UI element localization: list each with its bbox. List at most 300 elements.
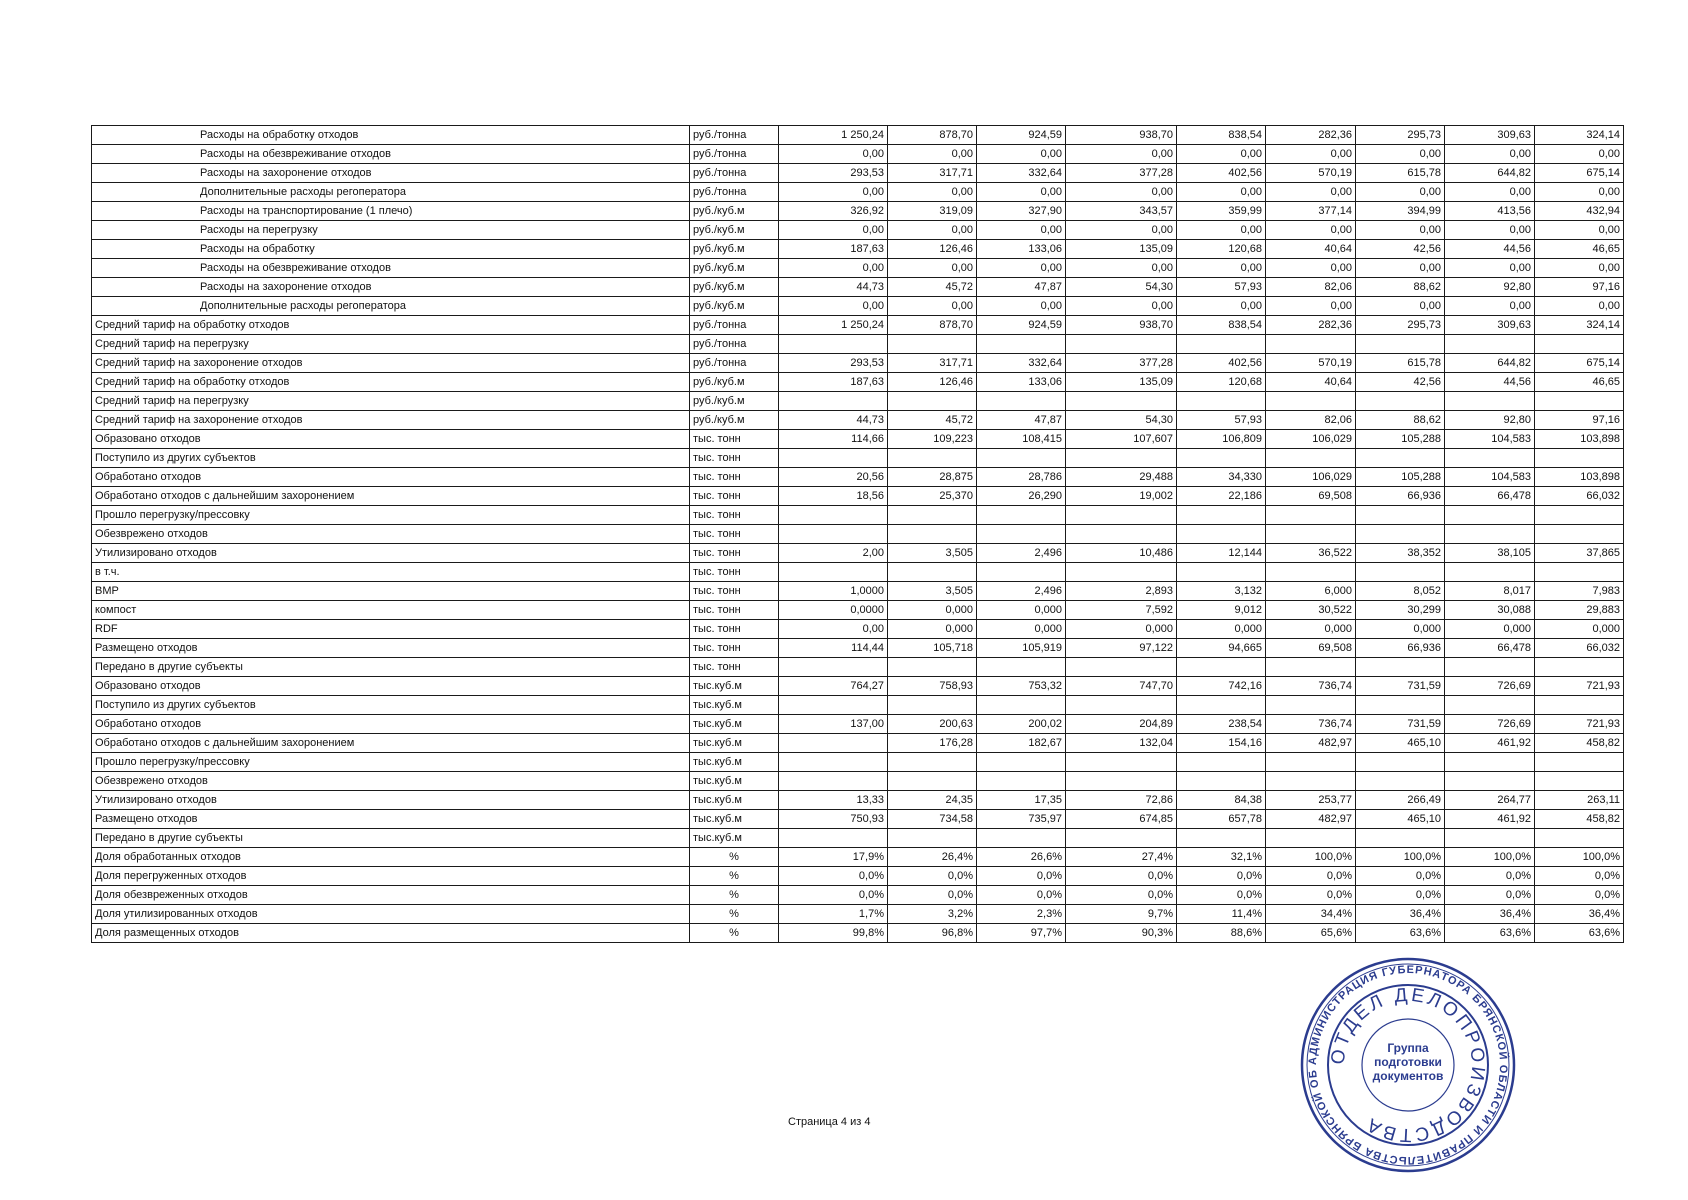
value-cell: 2,3%	[977, 905, 1066, 924]
value-cell: 377,14	[1266, 202, 1356, 221]
value-cell	[1356, 658, 1445, 677]
value-cell: 103,898	[1535, 430, 1624, 449]
value-cell: 0,00	[1356, 221, 1445, 240]
row-unit: тыс. тонн	[690, 430, 779, 449]
row-unit: тыс.куб.м	[690, 772, 779, 791]
table-row	[92, 202, 1624, 221]
value-cell: 0,00	[1066, 221, 1177, 240]
value-cell: 0,0%	[977, 886, 1066, 905]
row-label: Обработано отходов с дальнейшим захоронением	[92, 487, 690, 506]
value-cell	[977, 525, 1066, 544]
value-cell: 97,16	[1535, 411, 1624, 430]
value-cell	[1266, 525, 1356, 544]
value-cell: 120,68	[1177, 373, 1266, 392]
row-label: Расходы на обработку	[92, 240, 690, 259]
value-cell: 109,223	[888, 430, 977, 449]
value-cell: 482,97	[1266, 734, 1356, 753]
value-cell: 675,14	[1535, 354, 1624, 373]
value-cell	[977, 563, 1066, 582]
row-unit: тыс. тонн	[690, 658, 779, 677]
table-row	[92, 392, 1624, 411]
value-cell: 54,30	[1066, 411, 1177, 430]
value-cell	[888, 658, 977, 677]
row-label: Доля перегруженных отходов	[92, 867, 690, 886]
value-cell: 104,583	[1445, 468, 1535, 487]
row-label: Образовано отходов	[92, 430, 690, 449]
value-cell	[1445, 449, 1535, 468]
value-cell	[977, 696, 1066, 715]
value-cell: 97,7%	[977, 924, 1066, 943]
value-cell: 721,93	[1535, 677, 1624, 696]
value-cell: 0,00	[779, 297, 888, 316]
value-cell: 377,28	[1066, 354, 1177, 373]
row-label: Поступило из других субъектов	[92, 696, 690, 715]
value-cell: 938,70	[1066, 316, 1177, 335]
row-unit: руб./тонна	[690, 164, 779, 183]
value-cell: 66,936	[1356, 639, 1445, 658]
row-label: Размещено отходов	[92, 639, 690, 658]
value-cell	[779, 335, 888, 354]
row-unit: руб./тонна	[690, 335, 779, 354]
value-cell: 458,82	[1535, 810, 1624, 829]
table-row	[92, 525, 1624, 544]
value-cell: 44,56	[1445, 240, 1535, 259]
value-cell: 0,00	[779, 183, 888, 202]
value-cell: 238,54	[1177, 715, 1266, 734]
value-cell: 0,00	[779, 620, 888, 639]
row-label: в т.ч.	[92, 563, 690, 582]
row-unit: руб./тонна	[690, 126, 779, 145]
row-label: Расходы на захоронение отходов	[92, 278, 690, 297]
value-cell: 106,029	[1266, 468, 1356, 487]
value-cell	[779, 829, 888, 848]
value-cell: 0,00	[1266, 145, 1356, 164]
value-cell: 0,0%	[888, 886, 977, 905]
table-row	[92, 373, 1624, 392]
row-label: Расходы на захоронение отходов	[92, 164, 690, 183]
value-cell	[1177, 335, 1266, 354]
value-cell	[1066, 696, 1177, 715]
value-cell: 3,505	[888, 582, 977, 601]
value-cell: 107,607	[1066, 430, 1177, 449]
value-cell: 34,330	[1177, 468, 1266, 487]
value-cell: 0,0%	[1266, 867, 1356, 886]
row-unit: %	[690, 924, 779, 943]
value-cell: 0,00	[977, 297, 1066, 316]
value-cell: 20,56	[779, 468, 888, 487]
row-label: Обезврежено отходов	[92, 525, 690, 544]
value-cell: 100,0%	[1445, 848, 1535, 867]
table-row	[92, 639, 1624, 658]
value-cell: 69,508	[1266, 639, 1356, 658]
value-cell	[779, 392, 888, 411]
value-cell: 126,46	[888, 373, 977, 392]
value-cell: 838,54	[1177, 316, 1266, 335]
value-cell: 327,90	[977, 202, 1066, 221]
value-cell: 0,000	[1535, 620, 1624, 639]
value-cell: 88,62	[1356, 278, 1445, 297]
value-cell: 28,875	[888, 468, 977, 487]
value-cell	[977, 658, 1066, 677]
value-cell: 133,06	[977, 240, 1066, 259]
value-cell: 736,74	[1266, 715, 1356, 734]
value-cell: 309,63	[1445, 126, 1535, 145]
value-cell: 332,64	[977, 354, 1066, 373]
value-cell	[888, 525, 977, 544]
row-unit: руб./тонна	[690, 145, 779, 164]
value-cell	[1177, 506, 1266, 525]
value-cell: 57,93	[1177, 411, 1266, 430]
value-cell	[977, 449, 1066, 468]
value-cell: 0,000	[977, 601, 1066, 620]
value-cell: 264,77	[1445, 791, 1535, 810]
value-cell: 764,27	[779, 677, 888, 696]
value-cell	[1356, 753, 1445, 772]
value-cell: 44,73	[779, 278, 888, 297]
value-cell: 0,0%	[888, 867, 977, 886]
row-unit: руб./куб.м	[690, 411, 779, 430]
row-label: Расходы на обезвреживание отходов	[92, 259, 690, 278]
official-seal	[1298, 955, 1518, 1175]
value-cell	[1177, 449, 1266, 468]
table-row	[92, 734, 1624, 753]
row-label: Размещено отходов	[92, 810, 690, 829]
row-unit: тыс.куб.м	[690, 810, 779, 829]
table-row	[92, 582, 1624, 601]
value-cell: 0,0%	[1066, 867, 1177, 886]
value-cell	[1356, 335, 1445, 354]
value-cell: 924,59	[977, 316, 1066, 335]
row-label: ВМР	[92, 582, 690, 601]
table-row	[92, 563, 1624, 582]
value-cell	[1535, 335, 1624, 354]
value-cell: 45,72	[888, 411, 977, 430]
table-row	[92, 753, 1624, 772]
row-unit: руб./тонна	[690, 183, 779, 202]
document-sheet	[91, 125, 1624, 943]
value-cell: 114,44	[779, 639, 888, 658]
value-cell: 0,0%	[1535, 867, 1624, 886]
value-cell: 135,09	[1066, 373, 1177, 392]
value-cell: 0,00	[1445, 259, 1535, 278]
row-unit: тыс. тонн	[690, 506, 779, 525]
row-unit: тыс. тонн	[690, 525, 779, 544]
value-cell: 105,919	[977, 639, 1066, 658]
value-cell	[977, 753, 1066, 772]
value-cell	[779, 734, 888, 753]
value-cell: 253,77	[1266, 791, 1356, 810]
value-cell	[1356, 449, 1445, 468]
row-unit: руб./куб.м	[690, 221, 779, 240]
value-cell: 94,665	[1177, 639, 1266, 658]
seal-center-text: Группа подготовки документов	[1372, 1041, 1444, 1083]
value-cell	[1445, 658, 1535, 677]
value-cell	[1535, 829, 1624, 848]
row-unit: %	[690, 905, 779, 924]
value-cell: 26,4%	[888, 848, 977, 867]
table-row	[92, 658, 1624, 677]
value-cell: 105,718	[888, 639, 977, 658]
value-cell: 282,36	[1266, 316, 1356, 335]
value-cell: 644,82	[1445, 164, 1535, 183]
value-cell: 0,00	[1266, 183, 1356, 202]
value-cell: 0,00	[977, 183, 1066, 202]
value-cell	[1445, 753, 1535, 772]
row-label: Доля обезвреженных отходов	[92, 886, 690, 905]
table-row	[92, 278, 1624, 297]
value-cell: 24,35	[888, 791, 977, 810]
value-cell: 82,06	[1266, 411, 1356, 430]
value-cell: 204,89	[1066, 715, 1177, 734]
value-cell: 200,63	[888, 715, 977, 734]
value-cell: 99,8%	[779, 924, 888, 943]
row-label: Средний тариф на захоронение отходов	[92, 354, 690, 373]
value-cell: 66,478	[1445, 487, 1535, 506]
value-cell: 295,73	[1356, 126, 1445, 145]
row-unit: тыс.куб.м	[690, 734, 779, 753]
row-unit: руб./куб.м	[690, 259, 779, 278]
value-cell: 750,93	[779, 810, 888, 829]
table-row	[92, 810, 1624, 829]
value-cell	[1266, 658, 1356, 677]
table-row	[92, 620, 1624, 639]
value-cell: 2,496	[977, 582, 1066, 601]
value-cell: 0,00	[977, 221, 1066, 240]
value-cell	[1066, 753, 1177, 772]
value-cell: 0,00	[1177, 183, 1266, 202]
seal-ring-text: ОТДЕЛ ДЕЛОПРОИЗВОДСТВА	[1327, 984, 1489, 1146]
table-row	[92, 221, 1624, 240]
value-cell: 92,80	[1445, 411, 1535, 430]
table-row	[92, 715, 1624, 734]
table-row	[92, 924, 1624, 943]
value-cell	[1266, 563, 1356, 582]
value-cell: 734,58	[888, 810, 977, 829]
value-cell: 317,71	[888, 354, 977, 373]
value-cell: 7,592	[1066, 601, 1177, 620]
value-cell	[1177, 525, 1266, 544]
value-cell: 182,67	[977, 734, 1066, 753]
value-cell	[1356, 392, 1445, 411]
value-cell: 0,00	[1266, 259, 1356, 278]
value-cell: 0,00	[977, 259, 1066, 278]
value-cell: 0,000	[888, 620, 977, 639]
value-cell: 40,64	[1266, 240, 1356, 259]
value-cell: 3,132	[1177, 582, 1266, 601]
value-cell: 42,56	[1356, 373, 1445, 392]
row-label: Расходы на транспортирование (1 плечо)	[92, 202, 690, 221]
table-row	[92, 905, 1624, 924]
value-cell	[1177, 696, 1266, 715]
value-cell: 32,1%	[1177, 848, 1266, 867]
value-cell: 106,809	[1177, 430, 1266, 449]
value-cell	[1177, 658, 1266, 677]
value-cell	[1535, 506, 1624, 525]
value-cell: 47,87	[977, 411, 1066, 430]
table-row	[92, 183, 1624, 202]
value-cell: 126,46	[888, 240, 977, 259]
row-unit: тыс. тонн	[690, 468, 779, 487]
value-cell: 432,94	[1535, 202, 1624, 221]
value-cell: 324,14	[1535, 126, 1624, 145]
value-cell	[1266, 829, 1356, 848]
value-cell: 0,00	[1535, 259, 1624, 278]
value-cell: 40,64	[1266, 373, 1356, 392]
value-cell: 402,56	[1177, 354, 1266, 373]
value-cell: 100,0%	[1535, 848, 1624, 867]
value-cell: 0,000	[977, 620, 1066, 639]
value-cell	[1066, 525, 1177, 544]
row-label: Дополнительные расходы регоператора	[92, 183, 690, 202]
value-cell: 309,63	[1445, 316, 1535, 335]
value-cell	[888, 563, 977, 582]
value-cell	[1266, 449, 1356, 468]
value-cell	[888, 696, 977, 715]
value-cell	[1445, 563, 1535, 582]
value-cell: 0,0%	[1066, 886, 1177, 905]
value-cell: 742,16	[1177, 677, 1266, 696]
row-label: Передано в другие субъекты	[92, 829, 690, 848]
value-cell: 105,288	[1356, 430, 1445, 449]
value-cell	[1066, 335, 1177, 354]
row-unit: руб./куб.м	[690, 373, 779, 392]
value-cell: 878,70	[888, 126, 977, 145]
table-row	[92, 487, 1624, 506]
value-cell: 343,57	[1066, 202, 1177, 221]
value-cell: 0,00	[977, 145, 1066, 164]
value-cell: 0,000	[1266, 620, 1356, 639]
value-cell: 263,11	[1535, 791, 1624, 810]
table-row	[92, 354, 1624, 373]
table-row	[92, 449, 1624, 468]
value-cell	[977, 335, 1066, 354]
value-cell: 838,54	[1177, 126, 1266, 145]
value-cell: 47,87	[977, 278, 1066, 297]
value-cell	[1266, 392, 1356, 411]
value-cell	[1445, 772, 1535, 791]
value-cell: 66,936	[1356, 487, 1445, 506]
row-label: Утилизировано отходов	[92, 791, 690, 810]
table-row	[92, 297, 1624, 316]
value-cell: 84,38	[1177, 791, 1266, 810]
value-cell	[1535, 563, 1624, 582]
value-cell: 482,97	[1266, 810, 1356, 829]
value-cell: 3,505	[888, 544, 977, 563]
value-cell: 0,0%	[1535, 886, 1624, 905]
row-label: RDF	[92, 620, 690, 639]
value-cell: 46,65	[1535, 240, 1624, 259]
value-cell	[888, 506, 977, 525]
value-cell	[1445, 829, 1535, 848]
row-unit: руб./тонна	[690, 354, 779, 373]
value-cell: 0,00	[779, 221, 888, 240]
value-cell	[1356, 696, 1445, 715]
value-cell	[1356, 525, 1445, 544]
value-cell: 38,352	[1356, 544, 1445, 563]
value-cell	[1177, 772, 1266, 791]
table-row	[92, 164, 1624, 183]
row-unit: руб./куб.м	[690, 297, 779, 316]
table-row	[92, 335, 1624, 354]
value-cell: 36,4%	[1445, 905, 1535, 924]
value-cell: 13,33	[779, 791, 888, 810]
value-cell: 317,71	[888, 164, 977, 183]
value-cell: 200,02	[977, 715, 1066, 734]
value-cell: 570,19	[1266, 354, 1356, 373]
value-cell: 293,53	[779, 354, 888, 373]
value-cell	[779, 525, 888, 544]
value-cell: 0,00	[1177, 221, 1266, 240]
table-row	[92, 696, 1624, 715]
row-label: Доля обработанных отходов	[92, 848, 690, 867]
value-cell: 0,00	[1266, 297, 1356, 316]
value-cell: 30,522	[1266, 601, 1356, 620]
value-cell: 25,370	[888, 487, 977, 506]
value-cell: 18,56	[779, 487, 888, 506]
row-unit: тыс.куб.м	[690, 753, 779, 772]
value-cell: 0,00	[1535, 145, 1624, 164]
row-unit: %	[690, 867, 779, 886]
value-cell	[1535, 696, 1624, 715]
value-cell	[1445, 696, 1535, 715]
row-label: Дополнительные расходы регоператора	[92, 297, 690, 316]
value-cell: 326,92	[779, 202, 888, 221]
value-cell: 9,012	[1177, 601, 1266, 620]
value-cell	[1066, 772, 1177, 791]
value-cell: 11,4%	[1177, 905, 1266, 924]
value-cell: 0,00	[1066, 145, 1177, 164]
value-cell: 1,0000	[779, 582, 888, 601]
row-unit: тыс. тонн	[690, 639, 779, 658]
value-cell	[1266, 772, 1356, 791]
value-cell: 22,186	[1177, 487, 1266, 506]
value-cell	[779, 696, 888, 715]
value-cell: 394,99	[1356, 202, 1445, 221]
value-cell: 3,2%	[888, 905, 977, 924]
value-cell: 731,59	[1356, 715, 1445, 734]
value-cell: 120,68	[1177, 240, 1266, 259]
value-cell	[1535, 658, 1624, 677]
row-unit: %	[690, 886, 779, 905]
row-unit: тыс.куб.м	[690, 791, 779, 810]
value-cell: 133,06	[977, 373, 1066, 392]
row-unit: тыс. тонн	[690, 563, 779, 582]
value-cell: 26,290	[977, 487, 1066, 506]
value-cell	[1266, 753, 1356, 772]
value-cell: 132,04	[1066, 734, 1177, 753]
value-cell: 2,496	[977, 544, 1066, 563]
value-cell: 0,00	[1535, 221, 1624, 240]
value-cell: 0,00	[1356, 183, 1445, 202]
row-label: Передано в другие субъекты	[92, 658, 690, 677]
value-cell	[1066, 506, 1177, 525]
row-label: Средний тариф на перегрузку	[92, 335, 690, 354]
value-cell: 324,14	[1535, 316, 1624, 335]
value-cell: 17,35	[977, 791, 1066, 810]
value-cell: 938,70	[1066, 126, 1177, 145]
value-cell	[1535, 753, 1624, 772]
value-cell: 675,14	[1535, 164, 1624, 183]
row-label: компост	[92, 601, 690, 620]
row-label: Утилизировано отходов	[92, 544, 690, 563]
value-cell: 69,508	[1266, 487, 1356, 506]
value-cell	[888, 753, 977, 772]
row-unit: тыс. тонн	[690, 449, 779, 468]
value-cell: 0,00	[1177, 297, 1266, 316]
value-cell: 0,0%	[1177, 886, 1266, 905]
value-cell	[1445, 525, 1535, 544]
value-cell: 100,0%	[1266, 848, 1356, 867]
